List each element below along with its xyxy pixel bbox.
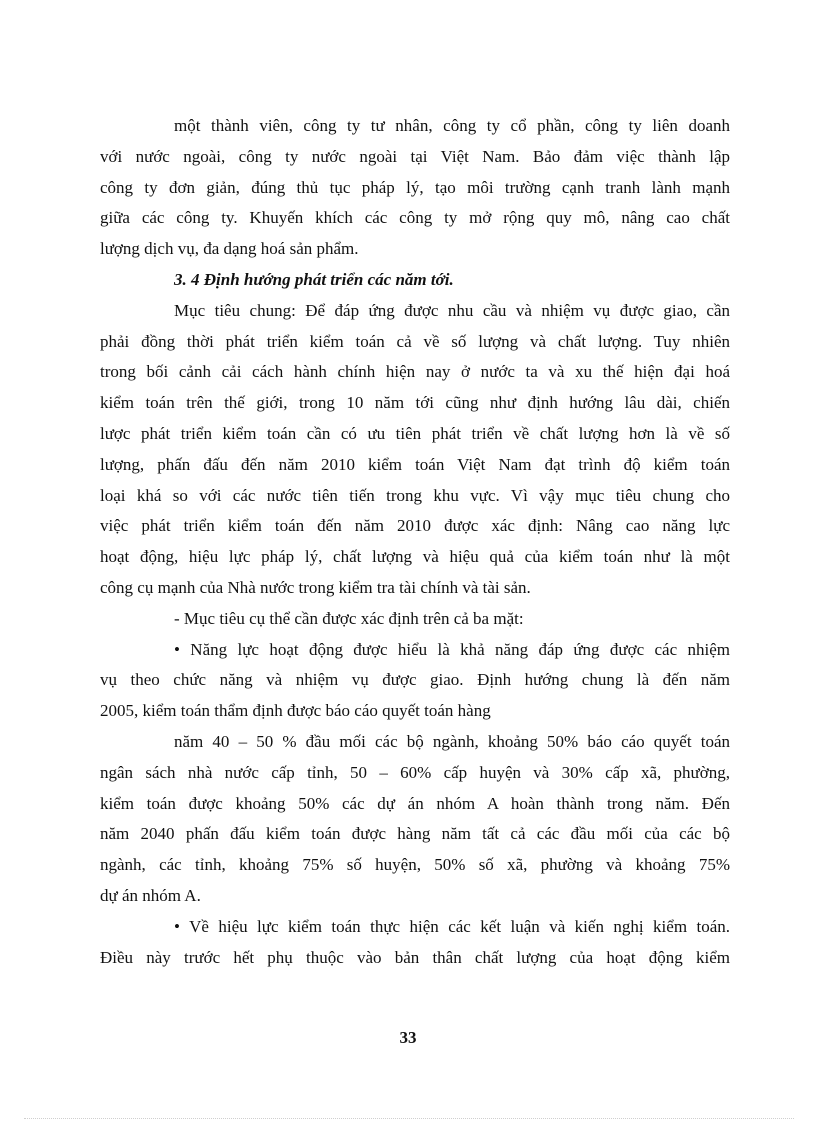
text-line: kiểm toán trên thế giới, trong 10 năm tới cũng như định hướng lâu dài, chiến <box>100 393 730 413</box>
text-line: 2005, kiểm toán thẩm định được báo cáo quyết toán hàng <box>100 701 491 721</box>
text-line: phải đồng thời phát triển kiểm toán cả về số lượng và chất lượng. Tuy nhiên <box>100 331 730 351</box>
text-line: ngành, các tỉnh, khoảng 75% số huyện, 50% số xã, phường và khoảng 75% <box>100 855 730 875</box>
text-line: năm 40 – 50 % đầu mối các bộ ngành, khoảng 50% báo cáo quyết toán <box>174 731 730 751</box>
text-line: lượng, phấn đấu đến năm 2010 kiểm toán Việt Nam đạt trình độ kiểm toán <box>100 454 730 474</box>
text-line: với nước ngoài, công ty nước ngoài tại Việt Nam. Bảo đảm việc thành lập <box>100 146 730 166</box>
text-line: công cụ mạnh của Nhà nước trong kiểm tra tài chính và tài sản. <box>100 577 531 597</box>
text-line: việc phát triển kiểm toán đến năm 2010 được xác định: Nâng cao năng lực <box>100 516 730 536</box>
section-heading: 3. 4 Định hướng phát triển các năm tới. <box>174 269 454 289</box>
text-line: năm 2040 phấn đấu kiểm toán được hàng năm tất cả các đầu mối của các bộ <box>100 824 730 844</box>
text-line: hoạt động, hiệu lực pháp lý, chất lượng và hiệu quả của kiểm toán như là một <box>100 547 730 567</box>
bullet-line: • Năng lực hoạt động được hiểu là khả năng đáp ứng được các nhiệm <box>174 639 730 659</box>
text-line: Mục tiêu chung: Để đáp ứng được nhu cầu và nhiệm vụ được giao, cần <box>174 300 730 320</box>
text-line: loại khá so với các nước tiên tiến trong khu vực. Vì vậy mục tiêu chung cho <box>100 485 730 505</box>
text-line: - Mục tiêu cụ thể cần được xác định trên cả ba mặt: <box>174 608 524 628</box>
text-line: trong bối cảnh cải cách hành chính hiện nay ở nước ta và xu thế hiện đại hoá <box>100 362 730 382</box>
text-line: ngân sách nhà nước cấp tỉnh, 50 – 60% cấp huyện và 30% cấp xã, phường, <box>100 762 730 782</box>
text-line: một thành viên, công ty tư nhân, công ty cổ phần, công ty liên doanh <box>174 116 730 135</box>
text-line: vụ theo chức năng và nhiệm vụ được giao. Định hướng chung là đến năm <box>100 670 730 690</box>
text-line: Điều này trước hết phụ thuộc vào bản thân chất lượng của hoạt động kiểm <box>100 947 730 967</box>
bullet-line: • Về hiệu lực kiểm toán thực hiện các kết luận và kiến nghị kiểm toán. <box>174 916 730 936</box>
text-line: lượng dịch vụ, đa dạng hoá sản phẩm. <box>100 239 359 259</box>
text-line: dự án nhóm A. <box>100 885 201 905</box>
text-line: giữa các công ty. Khuyến khích các công ty mở rộng quy mô, nâng cao chất <box>100 208 730 228</box>
text-line: lược phát triển kiểm toán cần có ưu tiên phát triển về chất lượng hơn là về số <box>100 423 730 443</box>
text-line: công ty đơn giản, đúng thủ tục pháp lý, tạo môi trường cạnh tranh lành mạnh <box>100 177 730 197</box>
footer-divider <box>24 1118 794 1119</box>
text-line: kiểm toán được khoảng 50% các dự án nhóm A hoàn thành trong năm. Đến <box>100 793 730 813</box>
body-text <box>100 111 730 973</box>
page-number: 33 <box>399 1028 417 1047</box>
